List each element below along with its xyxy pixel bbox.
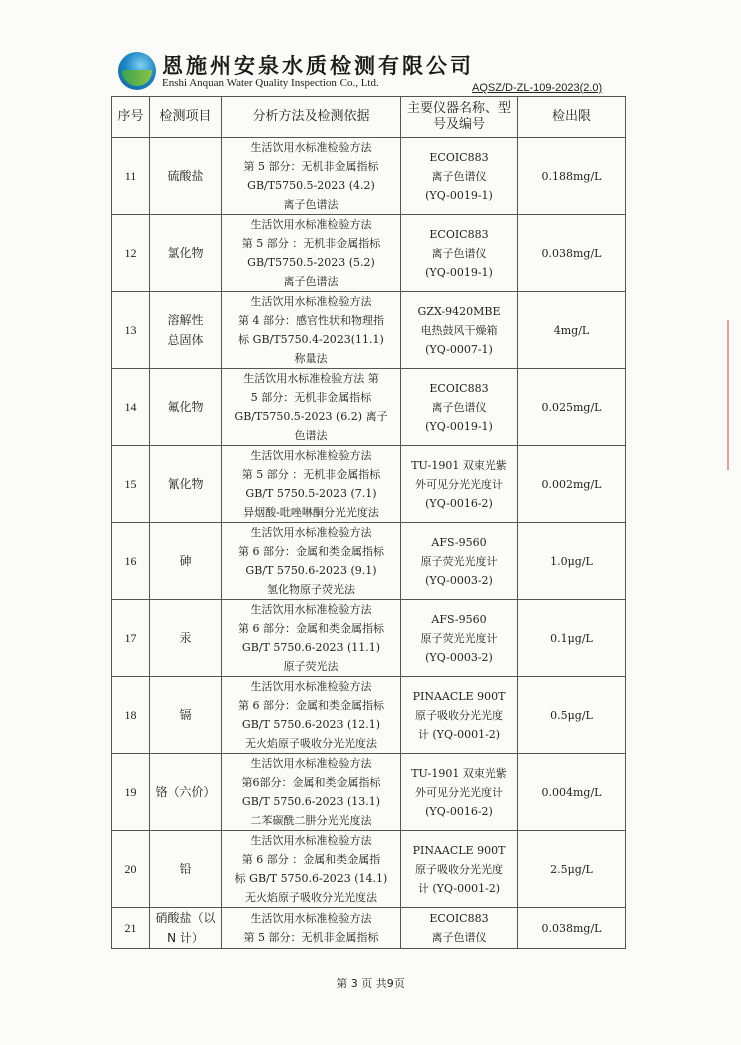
table-row xyxy=(112,600,626,677)
table-row xyxy=(112,292,626,369)
row-method-line: 生活饮用水标准检验方法 xyxy=(250,834,372,847)
row-instrument-line: PINAACLE 900T xyxy=(412,843,506,857)
company-name-cn: 恩施州安泉水质检测有限公司 xyxy=(162,53,474,78)
seal-edge-mark xyxy=(727,320,741,470)
row-instrument xyxy=(401,292,518,369)
header-limit: 检出限 xyxy=(518,97,626,138)
row-method-line: 异烟酸-吡唑啉酮分光光度法 xyxy=(243,506,379,519)
document-code: AQSZ/D-ZL-109-2023(2.0) xyxy=(472,82,603,94)
company-name-en: Enshi Anquan Water Quality Inspection Co., Ltd. xyxy=(162,77,379,89)
row-method-line: 第 6 部分：金属和类金属指标 xyxy=(238,699,384,712)
row-instrument-line: (YQ-0019-1) xyxy=(425,188,493,202)
row-limit: 0.025mg/L xyxy=(518,369,626,446)
row-item-line: 溶解性 xyxy=(167,313,204,327)
row-index: 15 xyxy=(112,446,150,523)
row-limit: 1.0μg/L xyxy=(518,523,626,600)
table-row xyxy=(112,677,626,754)
row-instrument-line: 原子吸收分光光度 xyxy=(415,862,503,876)
table-row xyxy=(112,523,626,600)
row-instrument-line: 电热鼓风干燥箱 xyxy=(420,323,498,337)
row-index: 12 xyxy=(112,215,150,292)
row-index: 18 xyxy=(112,677,150,754)
row-index: 20 xyxy=(112,831,150,908)
row-item-line: 氰化物 xyxy=(167,477,204,491)
row-index: 21 xyxy=(112,908,150,949)
table-row xyxy=(112,215,626,292)
row-method-line: 色谱法 xyxy=(294,429,328,442)
row-item-line: N 计） xyxy=(167,931,204,945)
row-index: 14 xyxy=(112,369,150,446)
row-method xyxy=(222,908,401,949)
row-method xyxy=(222,138,401,215)
row-method-line: GB/T5750.5-2023 (5.2) xyxy=(247,256,375,269)
row-method-line: 生活饮用水标准检验方法 xyxy=(250,912,372,925)
row-method xyxy=(222,831,401,908)
row-instrument-line: TU-1901 双束光紫 xyxy=(411,766,507,780)
row-method-line: 第 6 部分：金属和类金属指标 xyxy=(238,622,384,635)
row-instrument-line: 离子色谱仪 xyxy=(431,169,487,183)
row-instrument-line: 外可见分光光度计 xyxy=(415,477,503,491)
table-row xyxy=(112,369,626,446)
row-instrument-line: ECOIC883 xyxy=(429,381,489,395)
header-instrument: 主要仪器名称、型号及编号 xyxy=(401,97,518,138)
row-item-line: 铬（六价） xyxy=(155,785,216,799)
row-instrument xyxy=(401,908,518,949)
row-item xyxy=(150,446,222,523)
row-instrument-line: (YQ-0007-1) xyxy=(425,342,493,356)
row-method-line: 第 5 部分：无机非金属指标 xyxy=(243,931,379,944)
table-body xyxy=(112,138,626,949)
row-method-line: 第 5 部分：无机非金属指标 xyxy=(243,160,379,173)
row-method xyxy=(222,369,401,446)
row-method xyxy=(222,754,401,831)
row-method-line: 生活饮用水标准检验方法 xyxy=(250,141,372,154)
row-method-line: 生活饮用水标准检验方法 xyxy=(250,680,372,693)
row-limit: 0.1μg/L xyxy=(518,600,626,677)
row-item xyxy=(150,523,222,600)
row-instrument-line: 离子色谱仪 xyxy=(431,931,487,944)
row-method xyxy=(222,677,401,754)
page-number: 第 3 页 共9页 xyxy=(336,977,405,990)
row-method-line: 无火焰原子吸收分光光度法 xyxy=(245,891,377,904)
row-limit: 0.5μg/L xyxy=(518,677,626,754)
row-instrument xyxy=(401,754,518,831)
header-method: 分析方法及检测依据 xyxy=(222,97,401,138)
row-method-line: 无火焰原子吸收分光光度法 xyxy=(245,737,377,750)
row-limit: 4mg/L xyxy=(518,292,626,369)
row-instrument xyxy=(401,600,518,677)
row-instrument-line: (YQ-0003-2) xyxy=(425,650,493,664)
row-limit: 2.5μg/L xyxy=(518,831,626,908)
row-method-line: GB/T 5750.6-2023 (9.1) xyxy=(245,564,377,577)
row-limit: 0.038mg/L xyxy=(518,908,626,949)
row-method-line: 生活饮用水标准检验方法 xyxy=(250,218,372,231)
row-index: 13 xyxy=(112,292,150,369)
test-method-table xyxy=(111,96,626,949)
row-limit: 0.038mg/L xyxy=(518,215,626,292)
row-item-line: 铅 xyxy=(179,862,192,876)
row-instrument-line: 原子荧光光度计 xyxy=(420,554,498,568)
row-method-line: GB/T 5750.5-2023 (7.1) xyxy=(245,487,377,500)
row-index: 19 xyxy=(112,754,150,831)
row-instrument-line: (YQ-0019-1) xyxy=(425,265,493,279)
row-item-line: 氟化物 xyxy=(167,400,204,414)
row-instrument-line: TU-1901 双束光紫 xyxy=(411,458,507,472)
row-instrument-line: PINAACLE 900T xyxy=(412,689,506,703)
row-method xyxy=(222,523,401,600)
row-method-line: 原子荧光法 xyxy=(283,660,339,673)
row-method-line: GB/T 5750.6-2023 (13.1) xyxy=(241,795,381,808)
row-instrument xyxy=(401,446,518,523)
row-item xyxy=(150,600,222,677)
row-method-line: 生活饮用水标准检验方法 xyxy=(250,603,372,616)
row-item xyxy=(150,677,222,754)
header-index: 序号 xyxy=(112,97,150,138)
row-limit: 0.188mg/L xyxy=(518,138,626,215)
row-instrument-line: ECOIC883 xyxy=(429,912,489,925)
table-header-row xyxy=(112,97,626,138)
row-method-line: 第 6 部分 ：金属和类金属指 xyxy=(241,853,381,866)
row-index: 17 xyxy=(112,600,150,677)
table-row xyxy=(112,908,626,949)
row-instrument-line: ECOIC883 xyxy=(429,150,489,164)
row-item-line: 总固体 xyxy=(167,333,204,347)
header-item: 检测项目 xyxy=(150,97,222,138)
row-method-line: GB/T 5750.6-2023 (11.1) xyxy=(241,641,381,654)
row-item-line: 硝酸盐（以 xyxy=(155,911,216,925)
row-method-line: 氢化物原子荧光法 xyxy=(267,583,355,596)
row-item xyxy=(150,754,222,831)
row-method-line: 生活饮用水标准检验方法 xyxy=(250,295,372,308)
row-item xyxy=(150,138,222,215)
row-instrument-line: (YQ-0003-2) xyxy=(425,573,493,587)
row-instrument-line: (YQ-0016-2) xyxy=(425,804,493,818)
row-index: 11 xyxy=(112,138,150,215)
row-item-line: 硫酸盐 xyxy=(167,169,204,183)
row-instrument-line: 计 (YQ-0001-2) xyxy=(417,727,501,741)
row-method-line: 离子色谱法 xyxy=(283,275,339,288)
row-method xyxy=(222,215,401,292)
row-method-line: 生活饮用水标准检验方法 xyxy=(250,526,372,539)
row-method-line: GB/T5750.5-2023 (4.2) xyxy=(247,179,375,192)
table-row xyxy=(112,754,626,831)
row-method-line: 标 GB/T 5750.6-2023 (14.1) xyxy=(234,872,388,885)
row-instrument xyxy=(401,369,518,446)
row-method-line: GB/T 5750.6-2023 (12.1) xyxy=(241,718,381,731)
row-instrument xyxy=(401,831,518,908)
row-method-line: 离子色谱法 xyxy=(283,198,339,211)
row-item xyxy=(150,831,222,908)
row-method-line: GB/T5750.5-2023 (6.2) 离子 xyxy=(234,410,388,423)
row-method-line: 标 GB/T5750.4-2023(11.1) xyxy=(238,333,384,346)
row-limit: 0.004mg/L xyxy=(518,754,626,831)
row-item xyxy=(150,215,222,292)
row-method xyxy=(222,600,401,677)
row-instrument-line: 离子色谱仪 xyxy=(431,400,487,414)
row-method-line: 称量法 xyxy=(294,352,328,365)
row-item-line: 氯化物 xyxy=(167,246,204,260)
row-instrument xyxy=(401,523,518,600)
row-instrument-line: (YQ-0019-1) xyxy=(425,419,493,433)
row-item xyxy=(150,908,222,949)
row-item-line: 砷 xyxy=(179,554,192,568)
table-row xyxy=(112,446,626,523)
table-row xyxy=(112,831,626,908)
row-instrument-line: 外可见分光光度计 xyxy=(415,785,503,799)
row-method-line: 第 5 部分 ：无机非金属指标 xyxy=(241,237,381,250)
row-instrument xyxy=(401,677,518,754)
row-item-line: 镉 xyxy=(179,708,192,722)
company-logo-icon xyxy=(118,52,156,90)
row-item xyxy=(150,369,222,446)
row-item xyxy=(150,292,222,369)
row-method-line: 第 4 部分：感官性状和物理指 xyxy=(238,314,384,327)
row-limit: 0.002mg/L xyxy=(518,446,626,523)
row-method-line: 第 5 部分 ：无机非金属指标 xyxy=(241,468,381,481)
row-item-line: 汞 xyxy=(179,631,192,645)
row-method xyxy=(222,292,401,369)
row-method-line: 第 6 部分：金属和类金属指标 xyxy=(238,545,384,558)
row-instrument-line: 原子荧光光度计 xyxy=(420,631,498,645)
row-method xyxy=(222,446,401,523)
row-method-line: 5 部分：无机非金属指标 xyxy=(250,391,372,404)
row-instrument-line: GZX-9420MBE xyxy=(417,304,501,318)
table-row xyxy=(112,138,626,215)
row-method-line: 生活饮用水标准检验方法 xyxy=(250,449,372,462)
row-instrument-line: 计 (YQ-0001-2) xyxy=(417,881,501,895)
row-method-line: 第6部分：金属和类金属指标 xyxy=(241,776,381,789)
row-method-line: 生活饮用水标准检验方法 第 xyxy=(243,372,379,385)
row-method-line: 二苯碳酰二肼分光光度法 xyxy=(250,814,372,827)
row-instrument xyxy=(401,138,518,215)
row-instrument-line: 离子色谱仪 xyxy=(431,246,487,260)
row-instrument-line: ECOIC883 xyxy=(429,227,489,241)
row-instrument-line: 原子吸收分光光度 xyxy=(415,708,503,722)
row-instrument-line: AFS-9560 xyxy=(431,612,487,626)
row-method-line: 生活饮用水标准检验方法 xyxy=(250,757,372,770)
row-instrument-line: AFS-9560 xyxy=(431,535,487,549)
row-instrument xyxy=(401,215,518,292)
row-instrument-line: (YQ-0016-2) xyxy=(425,496,493,510)
row-index: 16 xyxy=(112,523,150,600)
